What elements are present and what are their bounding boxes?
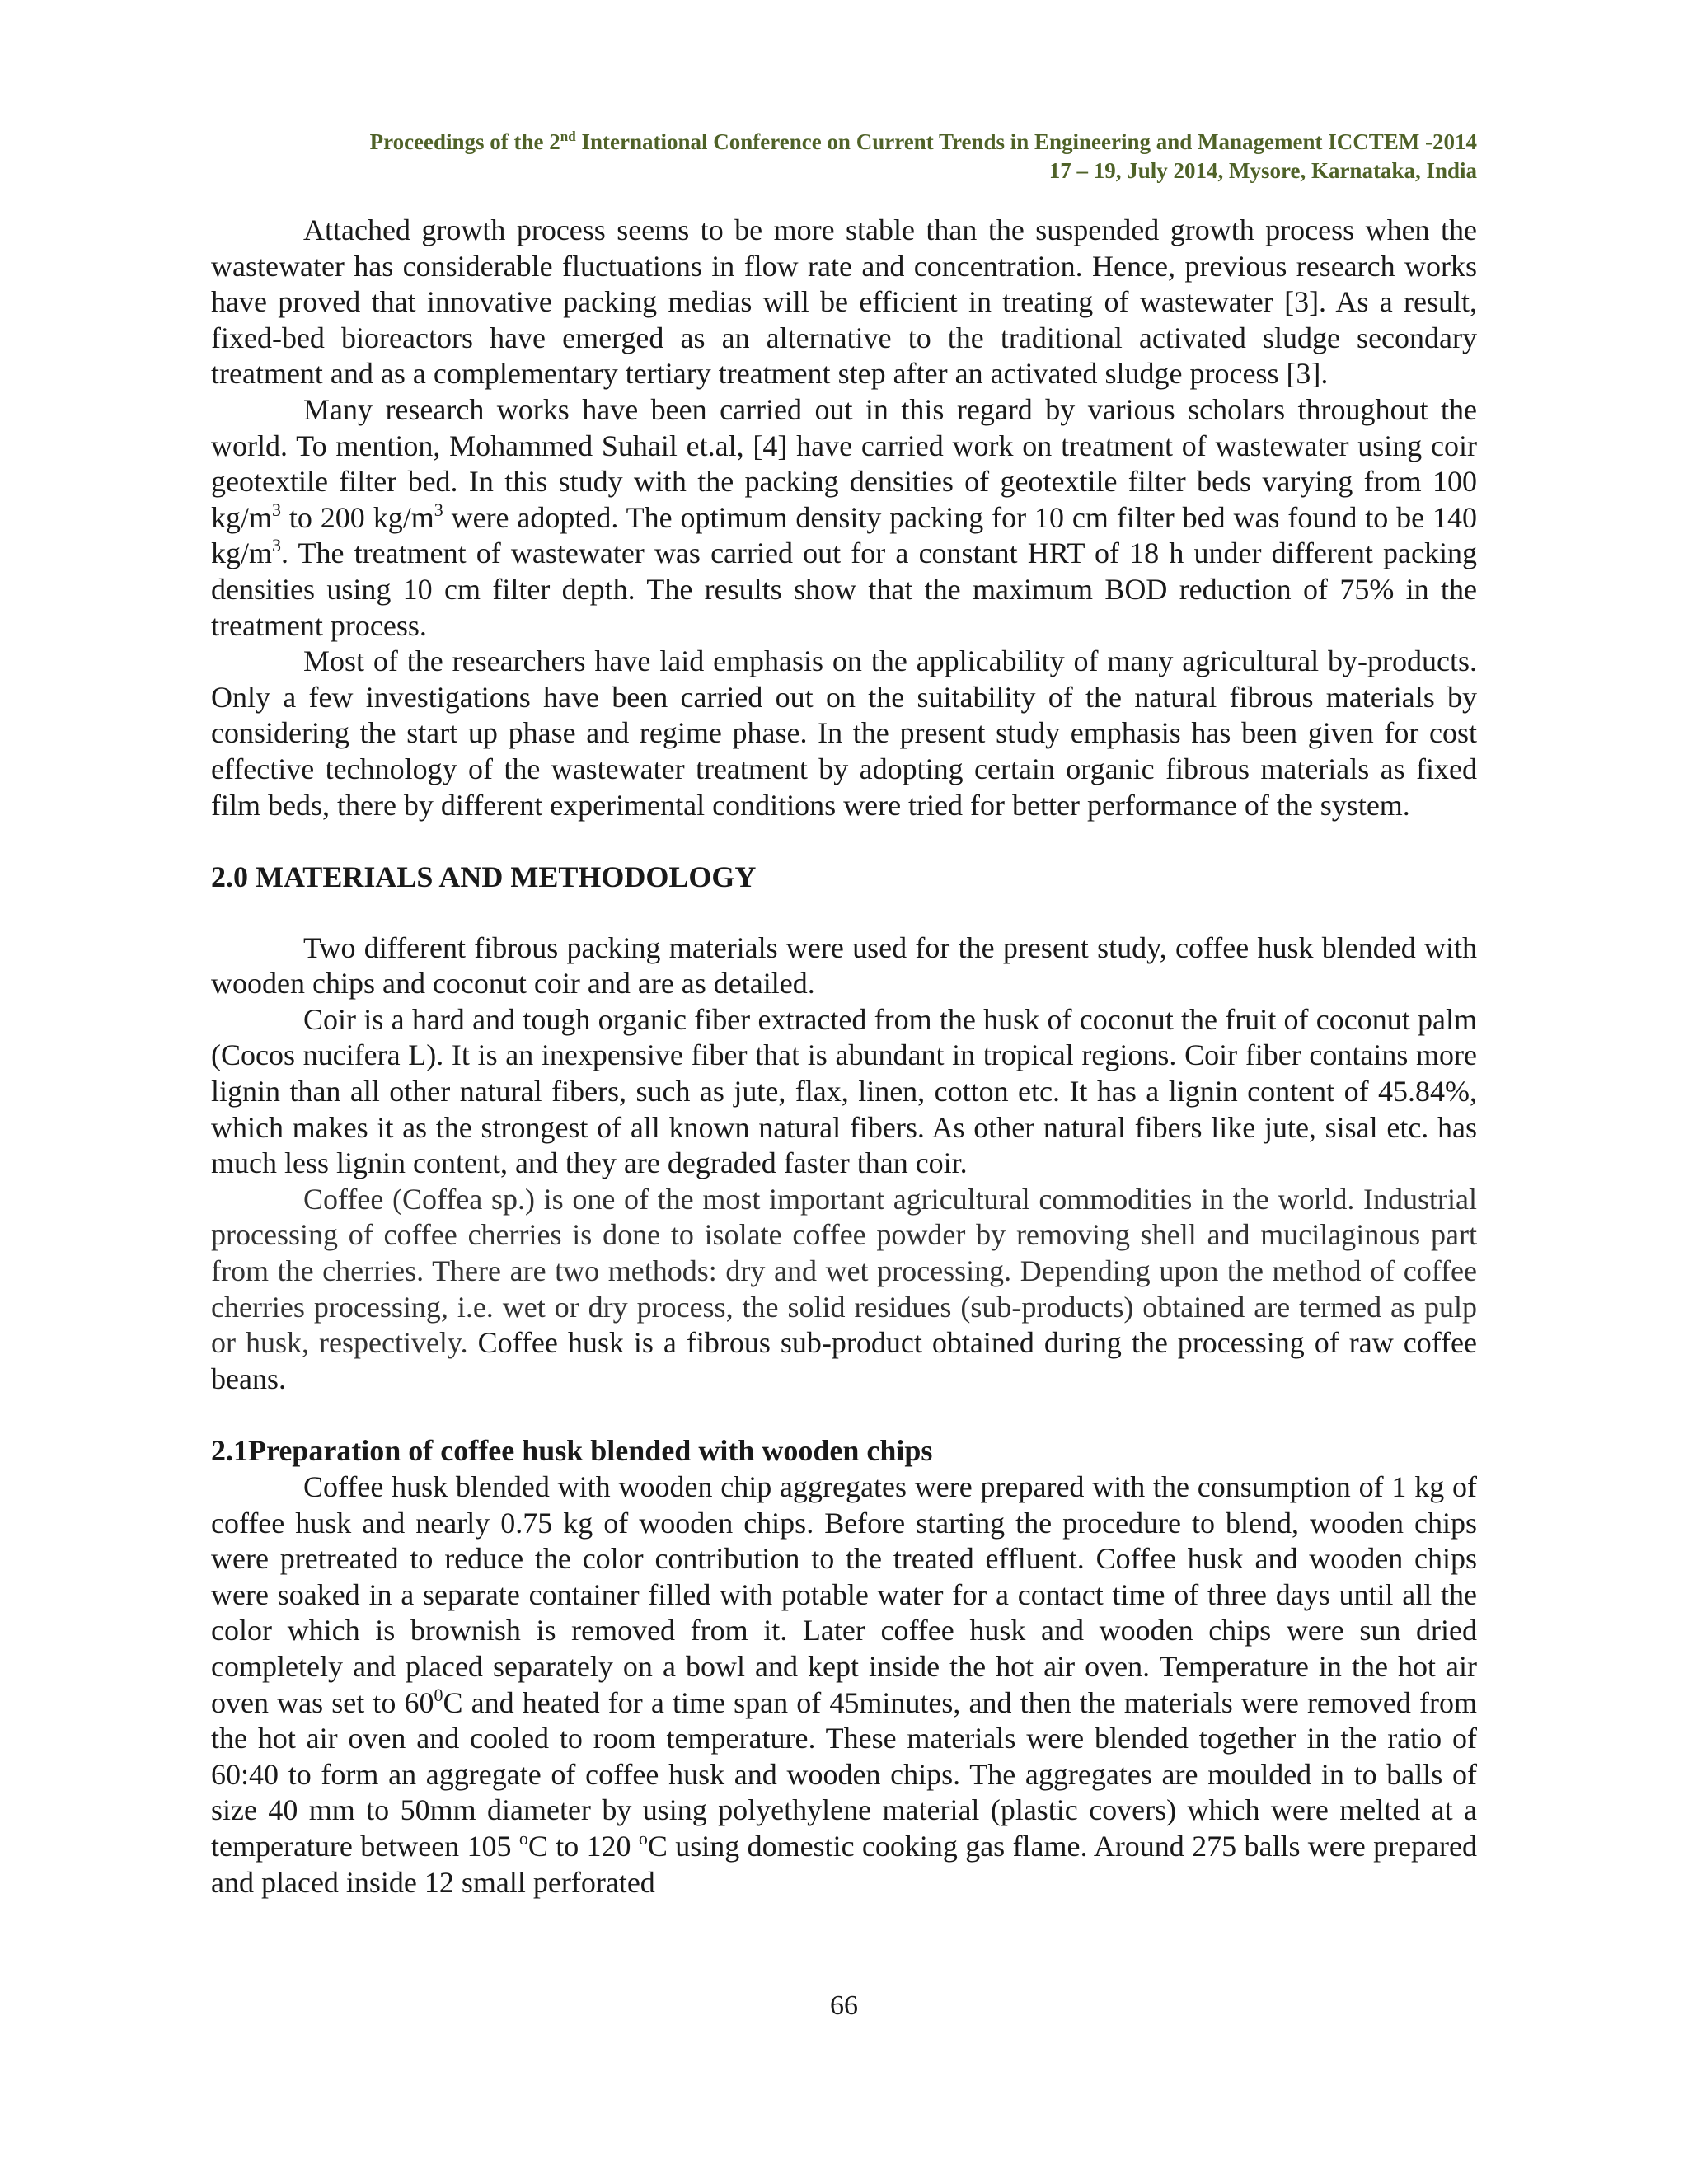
paragraph-preparation: Coffee husk blended with wooden chip aggregates were prepared with the consumption of 1 kg of coffee husk and nearly 0.75 kg of wooden chips. Before starting the procedure to blend, wooden chips were pretreated to reduce the color contribution to the treated effluent. Coffee husk and wooden chips were soaked in a separate container filled with potable water for a contact time of three days until all the color which is brownish is removed from it. Later coffee husk and wooden chips were sun dried completely and placed separately on a bowl and kept inside the hot air oven. Temperature in the hot air oven was set to $60^0C$ and heated for a time span of 45minutes, and then the materials were removed from the hot air oven and cooled to room temperature. These materials were blended together in the ratio of 60:40 to form an aggregate of coffee husk and wooden chips. The aggregates are moulded in to balls of size 40 mm to 50mm diameter by using polyethylene material (plastic covers) which were melted at a temperature between 105 $^o$C to 120 $^o$C using domestic cooking gas flame. Around 275 balls were prepared and placed inside 12 small perforated	[211, 1470, 1477, 1899]
paragraph-packing-materials: Two different fibrous packing materials were used for the present study, coffee husk blended with wooden chips and coconut coir and are as detailed.	[211, 930, 1477, 1001]
superscript: o	[638, 1827, 648, 1849]
header-line-2: 17 – 19, July 2014, Mysore, Karnataka, India	[1048, 158, 1477, 183]
paragraph-coffee: Coffee (Coffea sp.) is one of the most important agricultural commodities in the world. Industrial processing of coffee cherries is done to isolate coffee powder by removing shell and mucilaginous part from the cherries. There are two methods: dry and wet processing. Depending upon the method of coffee cherries processing, i.e. wet or dry process, the solid residues (sub-products) obtained are termed as pulp or husk, respectively. Coffee husk is a fibrous sub-product obtained during the processing of raw coffee beans.	[211, 1182, 1477, 1395]
superscript: 3	[272, 535, 282, 556]
page-number: 66	[830, 1990, 858, 2021]
paragraph-coir: Coir is a hard and tough organic fiber extracted from the husk of coconut the fruit of coconut palm (Cocos nucifera L). It is an inexpensive fiber that is abundant in tropical regions. Coir fiber contains more lignin than all other natural fibers, such as jute, flax, linen, cotton etc. It has a lignin content of 45.84%, which makes it as the strongest of all known natural fibers. As other natural fibers like jute, sisal etc. has much less lignin content, and they are degraded faster than coir.	[211, 1002, 1477, 1180]
paragraph-agricultural-byproducts: Most of the researchers have laid emphasis on the applicability of many agricultural by-products. Only a few investigations have been carried out on the suitability of the natural fibrous materials by considering the start up phase and regime phase. In the present study emphasis has been given for cost effective technology of the wastewater treatment by adopting certain organic fibrous materials as fixed film beds, there by different experimental conditions were tried for better performance of the system.	[211, 644, 1477, 822]
superscript: 0	[434, 1684, 443, 1705]
paragraph-attached-growth: Attached growth process seems to be more stable than the suspended growth process when the wastewater has considerable fluctuations in flow rate and concentration. Hence, previous research works have proved that innovative packing medias will be efficient in treating of wastewater [3]. As a result, fixed-bed bioreactors have emerged as an alternative to the traditional activated sludge secondary treatment and as a complementary tertiary treatment step after an activated sludge process [3].	[211, 213, 1477, 391]
superscript: nd	[560, 129, 576, 144]
body-text	[211, 213, 1477, 1900]
header-line-1: Proceedings of the 2nd International Conference on Current Trends in Engineering and Management ICCTEM -2014	[369, 129, 1477, 154]
superscript: 3	[434, 499, 443, 520]
section-heading-materials: 2.0 MATERIALS AND METHODOLOGY	[211, 860, 757, 894]
superscript: 3	[272, 499, 282, 520]
superscript: o	[518, 1827, 528, 1849]
section-heading-preparation: 2.1Preparation of coffee husk blended with wooden chips	[211, 1434, 933, 1468]
running-header	[211, 128, 1477, 185]
paragraph-research-works: Many research works have been carried out in this regard by various scholars throughout the world. To mention, Mohammed Suhail et.al, [4] have carried work on treatment of wastewater using coir geotextile filter bed. In this study with the packing densities of geotextile filter beds varying from 100 $kg/m^3$ to 200 $kg/m^3$ were adopted. The optimum density packing for 10 cm filter bed was found to be 140 $kg/m^3$. The treatment of wastewater was carried out for a constant HRT of 18 h under different packing densities using 10 cm filter depth. The results show that the maximum BOD reduction of 75% in the treatment process.	[211, 392, 1477, 642]
paper-page	[211, 0, 1477, 2184]
